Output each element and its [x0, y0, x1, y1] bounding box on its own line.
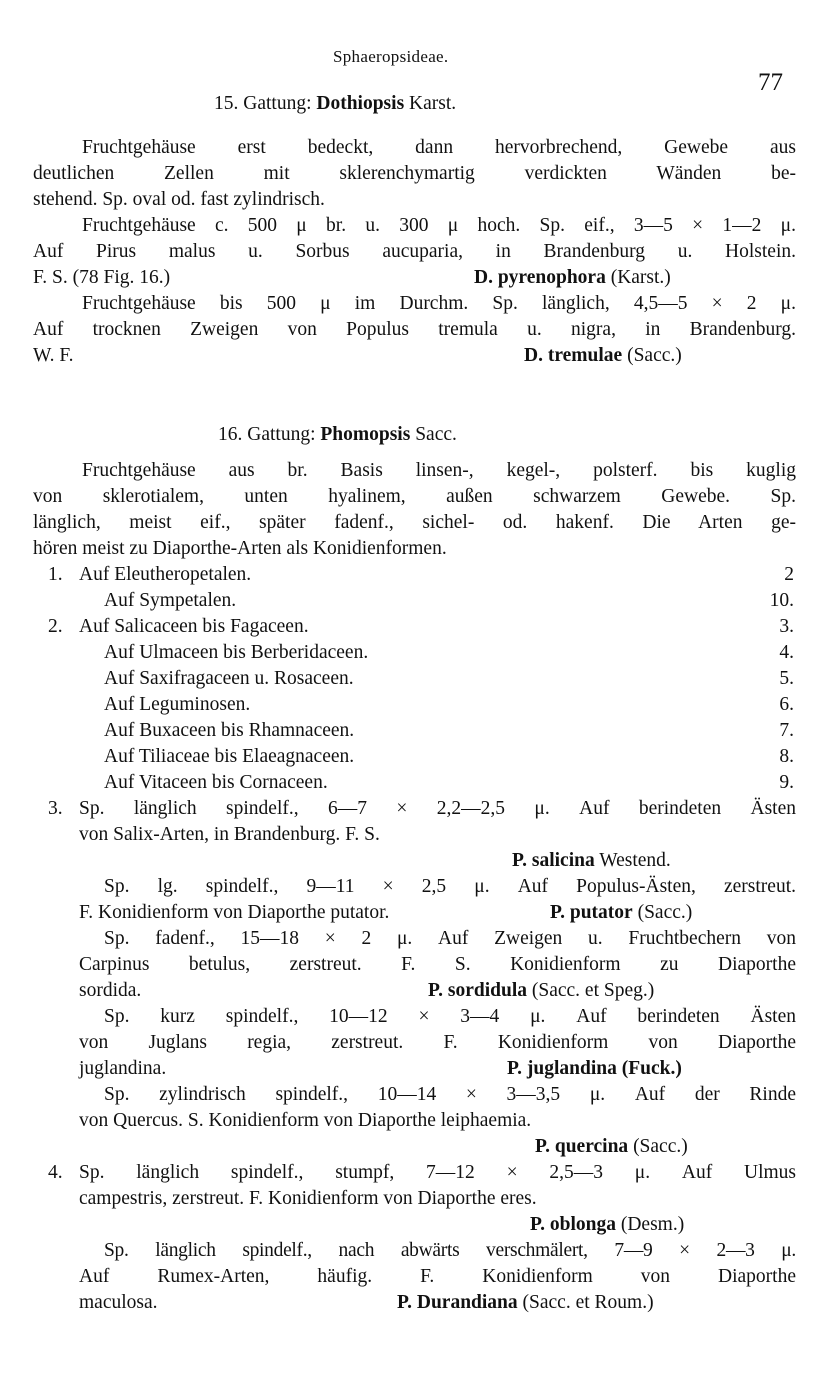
- genus-16-line-1: Fruchtgehäuse aus br. Basis linsen-, kegel-, polsterf. bis kuglig: [82, 460, 796, 481]
- genus-15-line-7: Fruchtgehäuse bis 500 μ im Durchm. Sp. länglich, 4,5—5 × 2 μ.: [82, 293, 796, 314]
- species-name: P. putator: [550, 902, 633, 923]
- key-3-line: Sp. länglich spindelf., 6—7 × 2,2—2,5 μ. Auf berindeten Ästen: [79, 798, 796, 819]
- page-number: 77: [758, 69, 783, 96]
- key-text: Auf Saxifragaceen u. Rosaceen.: [104, 668, 354, 689]
- species-sordidula: [428, 978, 654, 1004]
- key-ref: 7.: [779, 720, 794, 741]
- key-ref: 10.: [769, 590, 794, 611]
- species-name: P. Durandiana: [397, 1292, 518, 1313]
- key-3-line: F. Konidienform von Diaporthe putator.: [79, 902, 390, 923]
- species-pyrenophora: [474, 265, 671, 291]
- key-text: Auf Vitaceen bis Cornaceen.: [104, 772, 328, 793]
- species-name: P. salicina: [512, 850, 595, 871]
- genus-15-prefix: 15. Gattung:: [214, 93, 317, 114]
- species-juglandina: [507, 1056, 682, 1082]
- key-text: Auf Eleutheropetalen.: [79, 564, 252, 585]
- key-text: Auf Sympetalen.: [104, 590, 237, 611]
- genus-16-prefix: 16. Gattung:: [218, 424, 321, 445]
- genus-16-heading: [218, 422, 457, 448]
- genus-15-line-9: W. F.: [33, 345, 74, 366]
- genus-15-line-5: Auf Pirus malus u. Sorbus aucuparia, in Brandenburg u. Holstein.: [33, 241, 796, 262]
- species-author: Westend.: [594, 850, 671, 871]
- species-name: P. quercina: [535, 1136, 629, 1157]
- species-author: (Sacc.): [628, 1136, 688, 1157]
- genus-15-line-3: stehend. Sp. oval od. fast zylindrisch.: [33, 189, 325, 210]
- key-3-line: juglandina.: [79, 1058, 167, 1079]
- key-3-line: Sp. fadenf., 15—18 × 2 μ. Auf Zweigen u. Fruchtbechern von: [104, 928, 796, 949]
- key-number: 4.: [48, 1162, 63, 1183]
- species-author: (Sacc.): [632, 902, 693, 923]
- key-4-line: campestris, zerstreut. F. Konidienform von Diaporthe eres.: [79, 1188, 537, 1209]
- species-name: D. tremulae: [524, 345, 623, 366]
- genus-16-line-3: länglich, meist eif., später fadenf., sichel- od. hakenf. Die Arten ge-: [33, 512, 796, 533]
- key-4-line: Sp. länglich spindelf., nach abwärts verschmälert, 7—9 × 2—3 μ.: [104, 1240, 796, 1261]
- key-ref: 4.: [779, 642, 794, 663]
- key-4-line: maculosa.: [79, 1292, 158, 1313]
- key-number: 1.: [48, 564, 63, 585]
- genus-16-author: Sacc.: [410, 424, 457, 445]
- genus-16-name: Phomopsis: [320, 424, 411, 445]
- key-ref: 5.: [779, 668, 794, 689]
- species-durandiana: [397, 1290, 654, 1316]
- species-name: P. juglandina: [507, 1058, 617, 1079]
- key-number: 3.: [48, 798, 63, 819]
- genus-15-line-4: Fruchtgehäuse c. 500 μ br. u. 300 μ hoch. Sp. eif., 3—5 × 1—2 μ.: [82, 215, 796, 236]
- genus-15-line-8: Auf trocknen Zweigen von Populus tremula u. nigra, in Brandenburg.: [33, 319, 796, 340]
- species-quercina: [535, 1134, 688, 1160]
- species-tremulae: [524, 343, 682, 369]
- key-text: Auf Buxaceen bis Rhamnaceen.: [104, 720, 355, 741]
- species-salicina: [512, 848, 671, 874]
- species-author: (Fuck.): [616, 1058, 682, 1079]
- genus-15-line-2: deutlichen Zellen mit sklerenchymartig verdickten Wänden be-: [33, 163, 796, 184]
- key-number: 2.: [48, 616, 63, 637]
- key-3-line: von Juglans regia, zerstreut. F. Konidienform von Diaporthe: [79, 1032, 796, 1053]
- species-name: P. sordidula: [428, 980, 527, 1001]
- key-4-line: Auf Rumex-Arten, häufig. F. Konidienform von Diaporthe: [79, 1266, 796, 1287]
- key-ref: 6.: [779, 694, 794, 715]
- genus-15-heading: [214, 91, 456, 117]
- key-3-line: von Salix-Arten, in Brandenburg. F. S.: [79, 824, 380, 845]
- key-4-line: Sp. länglich spindelf., stumpf, 7—12 × 2,5—3 μ. Auf Ulmus: [79, 1162, 796, 1183]
- key-3-line: von Quercus. S. Konidienform von Diaporthe leiphaemia.: [79, 1110, 532, 1131]
- genus-15-author: Karst.: [404, 93, 457, 114]
- key-3-line: Sp. zylindrisch spindelf., 10—14 × 3—3,5 μ. Auf der Rinde: [104, 1084, 796, 1105]
- key-3-line: Carpinus betulus, zerstreut. F. S. Konidienform zu Diaporthe: [79, 954, 796, 975]
- genus-15-line-1: Fruchtgehäuse erst bedeckt, dann hervorbrechend, Gewebe aus: [82, 137, 796, 158]
- species-name: D. pyrenophora: [474, 267, 606, 288]
- species-putator: [550, 900, 692, 926]
- genus-16-line-2: von sklerotialem, unten hyalinem, außen schwarzem Gewebe. Sp.: [33, 486, 796, 507]
- species-name: P. oblonga: [530, 1214, 616, 1235]
- key-ref: 9.: [779, 772, 794, 793]
- key-3-line: Sp. kurz spindelf., 10—12 × 3—4 μ. Auf berindeten Ästen: [104, 1006, 796, 1027]
- species-oblonga: [530, 1212, 684, 1238]
- genus-16-line-4: hören meist zu Diaporthe-Arten als Konidienformen.: [33, 538, 447, 559]
- genus-15-name: Dothiopsis: [316, 93, 405, 114]
- key-ref: 2: [784, 564, 794, 585]
- species-author: (Karst.): [605, 267, 671, 288]
- key-ref: 3.: [779, 616, 794, 637]
- key-text: Auf Ulmaceen bis Berberidaceen.: [104, 642, 369, 663]
- key-text: Auf Tiliaceae bis Elaeagnaceen.: [104, 746, 355, 767]
- key-text: Auf Salicaceen bis Fagaceen.: [79, 616, 309, 637]
- key-3-line: Sp. lg. spindelf., 9—11 × 2,5 μ. Auf Populus-Ästen, zerstreut.: [104, 876, 796, 897]
- genus-15-line-6: F. S. (78 Fig. 16.): [33, 267, 171, 288]
- species-author: (Sacc. et Speg.): [527, 980, 655, 1001]
- species-author: (Sacc. et Roum.): [517, 1292, 654, 1313]
- key-text: Auf Leguminosen.: [104, 694, 251, 715]
- species-author: (Sacc.): [622, 345, 682, 366]
- key-3-line: sordida.: [79, 980, 142, 1001]
- species-author: (Desm.): [615, 1214, 685, 1235]
- key-ref: 8.: [779, 746, 794, 767]
- running-title: Sphaeropsideae.: [333, 47, 449, 66]
